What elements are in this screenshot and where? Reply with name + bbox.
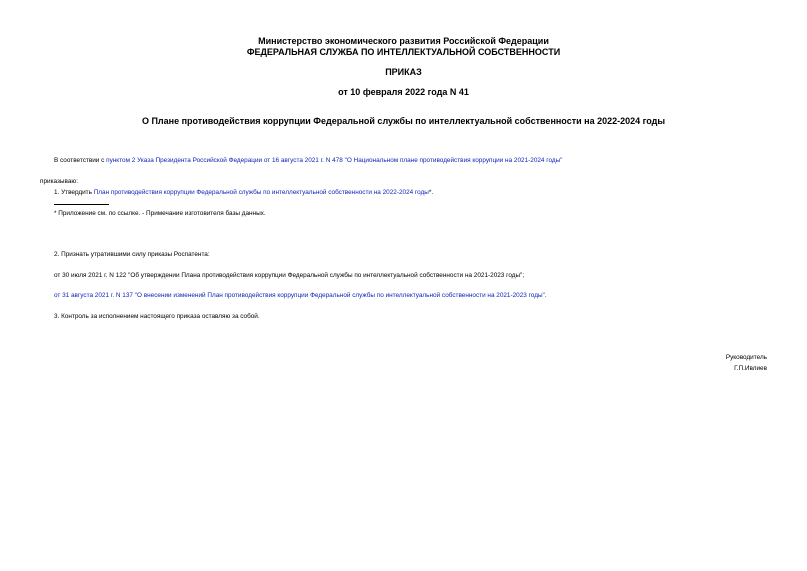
service-name: ФЕДЕРАЛЬНАЯ СЛУЖБА ПО ИНТЕЛЛЕКТУАЛЬНОЙ СОБСТВЕННОСТИ bbox=[246, 47, 561, 57]
item-2-b bbox=[54, 292, 547, 300]
doc-type: ПРИКАЗ bbox=[385, 67, 422, 77]
preamble-link[interactable]: пунктом 2 Указа Президента Российской Федерации от 16 августа 2021 г. N 478 "О Национальном плане противодействия коррупции на 2021-2024 годы" bbox=[106, 157, 563, 164]
item-2-b-suffix: . bbox=[544, 292, 547, 299]
doc-title: О Плане противодействия коррупции Федеральной службы по интеллектуальной собственности на 2022-2024 годы bbox=[141, 116, 666, 126]
doc-date-number: от 10 февраля 2022 года N 41 bbox=[338, 87, 469, 97]
item-3: 3. Контроль за исполнением настоящего приказа оставляю за собой. bbox=[54, 313, 260, 320]
item-1 bbox=[54, 189, 433, 197]
signature-position: Руководитель bbox=[725, 354, 767, 361]
item-1-prefix: 1. Утвердить bbox=[54, 189, 94, 196]
order-word: приказываю: bbox=[40, 178, 78, 185]
item-2: 2. Признать утратившими силу приказы Роспатента: bbox=[54, 251, 210, 258]
footnote: * Приложение см. по ссылке. - Примечание изготовителя базы данных. bbox=[54, 210, 266, 217]
item-1-suffix: *. bbox=[428, 189, 434, 196]
ministry-name: Министерство экономического развития Российской Федерации bbox=[258, 36, 549, 46]
preamble bbox=[54, 157, 562, 165]
preamble-prefix: В соответствии с bbox=[54, 157, 107, 164]
signature-name: Г.П.Ивлиев bbox=[734, 365, 767, 372]
footnote-divider bbox=[54, 204, 109, 205]
amendment-link[interactable]: от 31 августа 2021 г. N 137 "О внесении изменений План противодействия коррупции Федеральной службы по интеллектуальной собственности на 2021-2023 годы" bbox=[54, 292, 545, 299]
item-2-a: от 30 июля 2021 г. N 122 "Об утверждении Плана противодействия коррупции Федеральной службы по интеллектуальной собственности на 2021-2023 годы"; bbox=[54, 272, 525, 279]
plan-link[interactable]: План противодействия коррупции Федеральной службы по интеллектуальной собственности на 2022-2024 годы bbox=[93, 189, 429, 196]
